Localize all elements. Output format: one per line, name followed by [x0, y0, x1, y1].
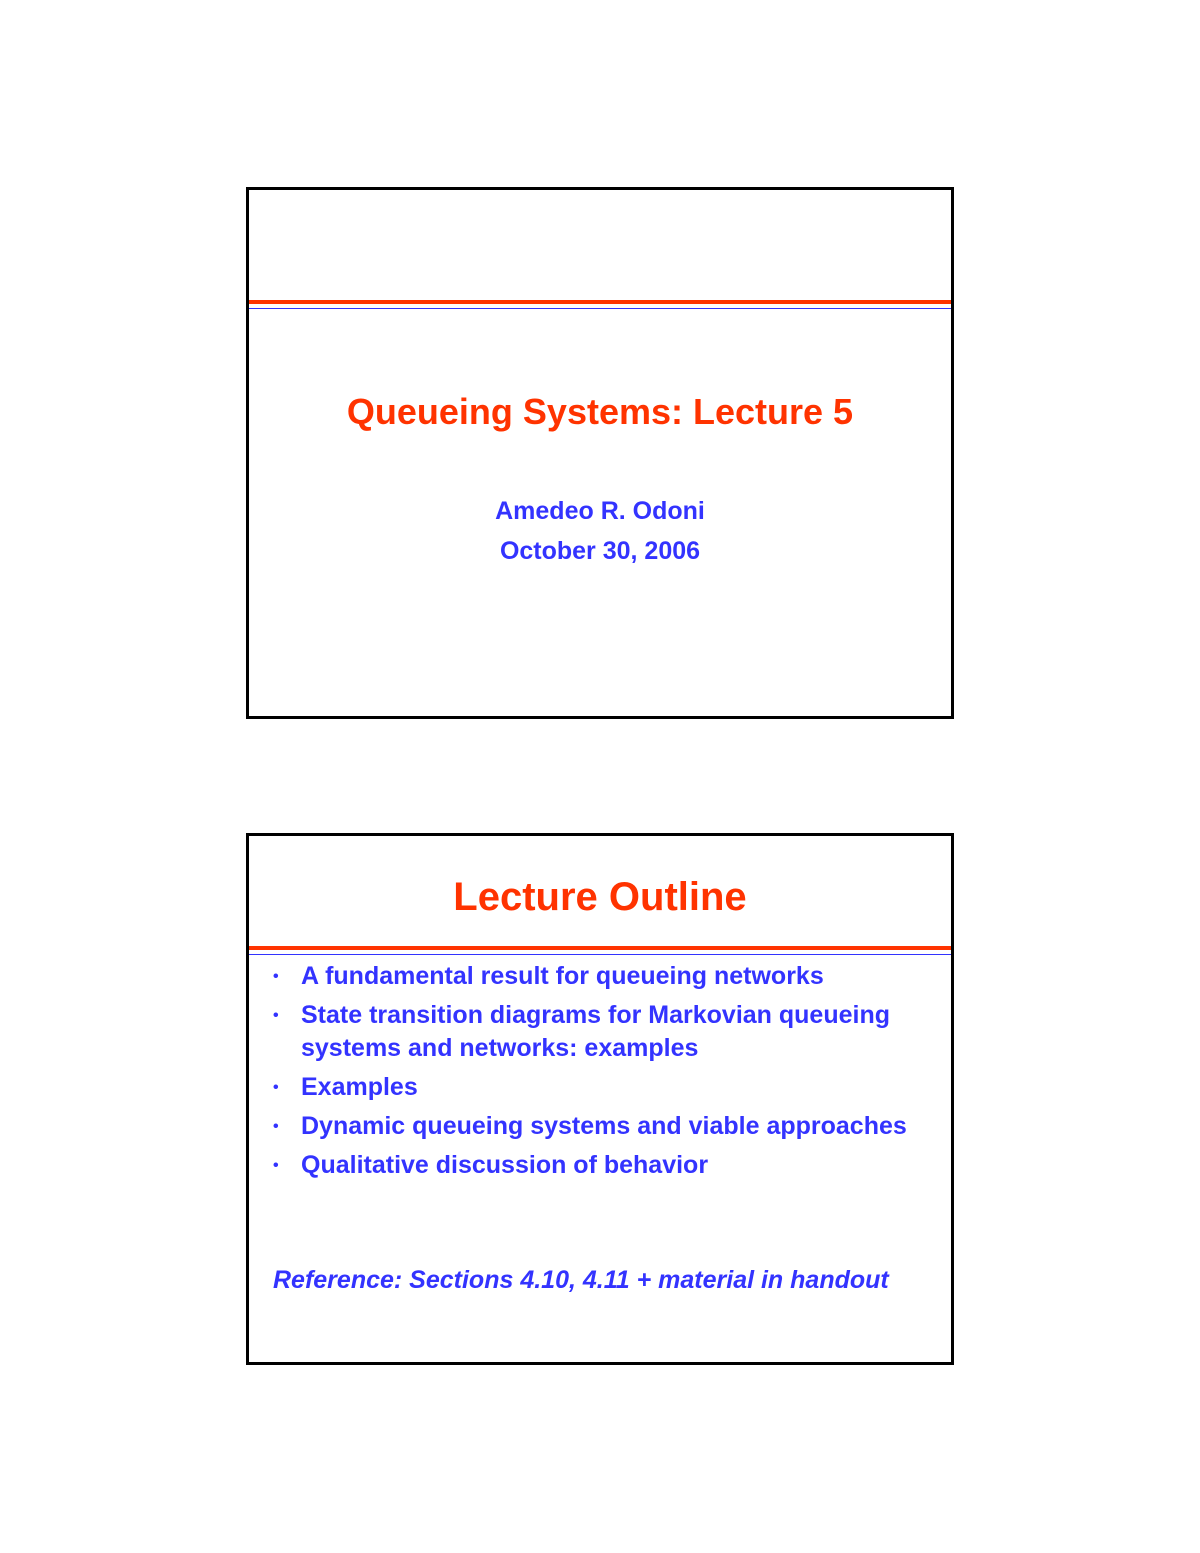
list-item-text: A fundamental result for queueing networks — [301, 962, 824, 990]
list-item — [271, 1071, 931, 1104]
header-rule-red — [249, 946, 951, 950]
list-item-text: Dynamic queueing systems and viable approaches — [301, 1112, 907, 1140]
list-item-text: State transition diagrams for Markovian queueing systems and networks: examples — [301, 1001, 891, 1062]
bullet-icon: • — [273, 1007, 279, 1024]
outline-title: Lecture Outline — [453, 875, 747, 919]
bullet-icon: • — [273, 968, 279, 985]
bullet-icon: • — [273, 1157, 279, 1174]
lecture-title: Queueing Systems: Lecture 5 — [346, 391, 854, 432]
list-item — [271, 999, 931, 1065]
header-rule-blue — [249, 954, 951, 955]
list-item-text: Qualitative discussion of behavior — [301, 1151, 709, 1179]
list-item — [271, 960, 931, 993]
list-item — [271, 1110, 931, 1143]
reference-note: Reference: Sections 4.10, 4.11 + material in handout — [273, 1266, 889, 1294]
list-item-text: Examples — [301, 1073, 418, 1101]
bullet-icon: • — [273, 1118, 279, 1135]
list-item — [271, 1149, 931, 1182]
author-name: Amedeo R. Odoni — [495, 497, 705, 525]
lecture-date: October 30, 2006 — [499, 537, 701, 565]
header-rule-blue — [249, 308, 951, 309]
outline-list — [271, 960, 931, 1188]
slide-title — [246, 187, 954, 719]
slide-outline — [246, 833, 954, 1365]
header-rule-red — [249, 300, 951, 304]
bullet-icon: • — [273, 1079, 279, 1096]
